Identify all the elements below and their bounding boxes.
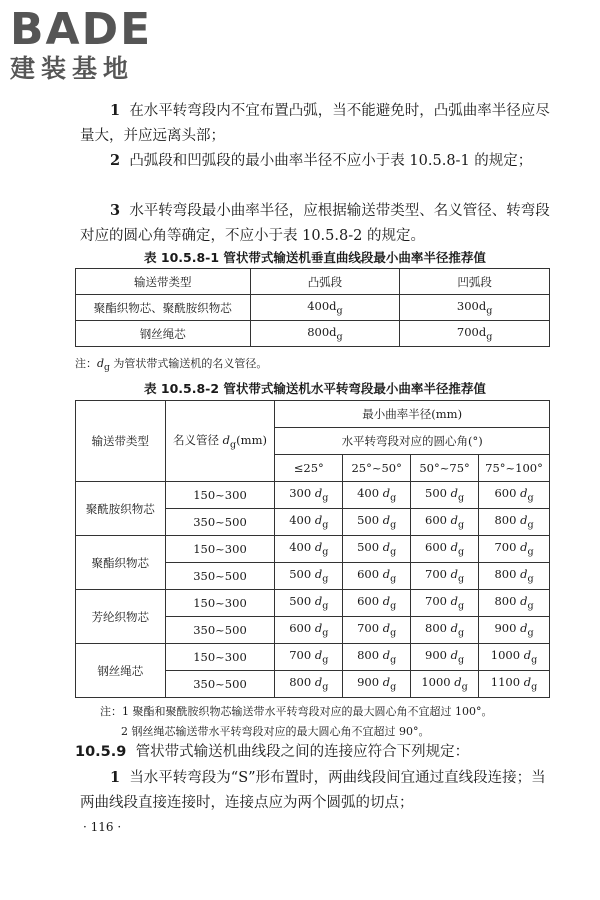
table-row [76,536,550,563]
radius-symbol: d [314,540,323,555]
item-number: 1 [110,102,121,119]
pipe-diameter-cell: 350~500 [165,563,275,590]
subscript: g [322,600,329,612]
paragraph-text: 凸弧段和凹弧段的最小曲率半径不应小于表 10.5.8-1 的规定； [129,153,533,169]
radius-symbol: d [450,594,458,609]
subscript: g [390,627,397,639]
header-cell: 50°~75° [411,455,479,482]
subscript: g [527,492,534,504]
radius-cell [411,536,479,563]
subscript: g [486,305,493,317]
pipe-diameter-cell: 350~500 [165,509,275,536]
subscript: g [390,654,397,666]
radius-symbol: d [382,567,391,582]
radius-symbol: d [314,513,323,528]
pipe-diameter-cell: 150~300 [165,590,275,617]
radius-cell [479,590,550,617]
table2-note-1: 注：1 聚酯和聚酰胺织物芯输送带水平转弯段对应的最大圆心角不宜超过 100°。 [100,705,493,718]
radius-cell [479,617,550,644]
radius-symbol: d [450,513,458,528]
subscript: g [457,546,465,558]
section-title: 管状带式输送机曲线段之间的连接应符合下列规定： [135,744,470,760]
section-number: 10.5.9 [75,744,127,760]
radius-value: 500 [357,513,380,528]
radius-value: 500 [425,486,447,501]
header-cell: 75°~100° [479,455,550,482]
subscript: g [527,519,534,531]
pipe-diameter-cell: 350~500 [165,671,275,698]
pipe-diameter-cell: 150~300 [165,536,275,563]
table-cell [400,295,550,321]
subscript: g [390,546,397,558]
radius-cell [343,644,411,671]
radius-value: 900 [357,675,380,690]
radius-symbol: d [520,621,528,636]
radius-value: 400 [289,540,312,555]
table-cell [250,295,400,321]
radius-cell [479,671,550,698]
radius-value: 400 [289,513,312,528]
note-text: 为管状带式输送机的名义管径。 [109,357,268,370]
subscript: g [390,519,397,531]
radius-cell [275,509,343,536]
note-symbol: d [97,357,105,370]
table-header-row [76,269,550,295]
table-row [76,321,550,347]
cell-value: 700d [456,324,487,339]
subscript: g [322,627,329,639]
radius-symbol: d [450,540,458,555]
header-cell: 凸弧段 [250,269,400,295]
subscript: g [322,654,329,666]
radius-cell [411,617,479,644]
page-number: · 116 · [83,820,122,834]
belt-type-cell: 聚酯织物芯 [76,536,166,590]
subscript: g [531,681,538,693]
radius-cell [343,617,411,644]
logo [10,4,180,84]
subscript: g [457,600,465,612]
table1-note [75,354,267,378]
radius-value: 600 [425,513,447,528]
table1-caption: 表 10.5.8-1 管状带式输送机垂直曲线段最小曲率半径推荐值 [144,250,486,265]
radius-symbol: d [520,486,528,501]
table2-note-2: 2 钢丝绳芯输送带水平转弯段对应的最大圆心角不宜超过 90°。 [121,725,430,738]
radius-symbol: d [454,675,462,690]
header-cell: 输送带类型 [76,269,251,295]
radius-value: 500 [289,594,312,609]
radius-symbol: d [450,648,458,663]
radius-cell [343,563,411,590]
header-cell: 凹弧段 [400,269,550,295]
belt-type-cell: 聚酰胺织物芯 [76,482,166,536]
subscript: g [336,331,343,343]
table-cell [400,321,550,347]
radius-cell [479,644,550,671]
subscript: g [457,519,465,531]
paragraph-3 [80,198,550,249]
pipe-diameter-cell: 150~300 [165,644,275,671]
radius-symbol: d [450,486,458,501]
radius-value: 300 [289,486,312,501]
radius-cell [343,509,411,536]
header-cell: 水平转弯段对应的圆心角(°) [275,428,550,455]
radius-symbol: d [314,621,323,636]
subscript: g [531,654,538,666]
radius-symbol: d [314,648,323,663]
radius-value: 800 [494,567,517,582]
paragraph-text: 在水平转弯段内不宜布置凸弧，当不能避免时，凸弧曲率半径应尽量大，并应远离头部； [80,103,550,144]
subscript: g [461,681,468,693]
header-cell: ≤25° [275,455,343,482]
radius-symbol: d [520,594,528,609]
radius-cell [479,482,550,509]
cell-value: 400d [307,298,337,313]
item-number: 1 [110,769,121,786]
subscript: g [527,627,534,639]
item-number: 3 [110,202,121,219]
radius-symbol: d [382,594,391,609]
section-paragraph-1 [80,765,550,816]
radius-cell [275,671,343,698]
radius-symbol: d [314,567,323,582]
logo-subtitle: 建装基地 [10,54,135,83]
radius-symbol: d [382,648,391,663]
radius-symbol: d [382,513,391,528]
radius-value: 500 [357,540,380,555]
header-cell: 25°~50° [343,455,411,482]
radius-cell [275,482,343,509]
radius-value: 600 [425,540,447,555]
radius-value: 800 [289,675,312,690]
radius-value: 600 [357,594,380,609]
header-text: 名义管径 [173,432,223,447]
table-row [76,644,550,671]
radius-cell [275,644,343,671]
radius-cell [343,482,411,509]
radius-value: 600 [357,567,380,582]
table-row [76,482,550,509]
radius-cell [479,563,550,590]
subscript: g [527,600,534,612]
radius-cell [411,671,479,698]
radius-value: 700 [425,567,447,582]
table2-caption: 表 10.5.8-2 管状带式输送机水平转弯段最小曲率半径推荐值 [144,381,486,396]
table-cell: 聚酯织物芯、聚酰胺织物芯 [76,295,251,321]
radius-value: 600 [494,486,517,501]
radius-symbol: d [450,621,458,636]
radius-value: 1100 [490,675,521,690]
header-symbol: d [222,432,231,447]
paragraph-2 [80,148,550,174]
paragraph-text: 水平转弯段最小曲率半径，应根据输送带类型、名义管径、转弯段对应的圆心角等确定，不应小于表 10.5.8-2 的规定。 [80,203,550,244]
radius-symbol: d [520,513,528,528]
radius-symbol: d [382,540,391,555]
radius-cell [411,644,479,671]
belt-type-cell: 钢丝绳芯 [76,644,166,698]
subscript: g [390,573,397,585]
logo-brand: BADE [10,4,153,55]
radius-symbol: d [314,594,323,609]
radius-cell [411,509,479,536]
radius-cell [275,563,343,590]
radius-cell [275,617,343,644]
radius-cell [411,590,479,617]
radius-cell [343,536,411,563]
header-cell: 输送带类型 [76,401,166,482]
item-number: 2 [110,152,121,169]
subscript: g [486,331,493,343]
section-heading [75,740,469,765]
radius-symbol: d [382,486,391,501]
radius-value: 800 [357,648,380,663]
table-cell: 钢丝绳芯 [76,321,251,347]
radius-value: 600 [289,621,312,636]
radius-cell [343,590,411,617]
radius-symbol: d [520,540,528,555]
table-horizontal-curve-radius [75,400,550,698]
subscript: g [390,681,397,693]
radius-value: 800 [494,594,517,609]
header-cell [165,401,275,482]
radius-value: 900 [425,648,447,663]
subscript: g [457,627,465,639]
subscript: g [104,362,110,374]
radius-symbol: d [314,486,323,501]
radius-cell [275,536,343,563]
radius-symbol: d [523,675,532,690]
paragraph-text: 当水平转弯段为“S”形布置时，两曲线段间宜通过直线段连接；当两曲线段直接连接时，连接点应为两个圆弧的切点； [80,770,546,811]
subscript: g [390,600,397,612]
radius-cell [275,590,343,617]
table-header-row [76,401,550,428]
belt-type-cell: 芳纶织物芯 [76,590,166,644]
radius-value: 700 [357,621,380,636]
cell-value: 300d [456,298,487,313]
radius-symbol: d [382,675,391,690]
pipe-diameter-cell: 150~300 [165,482,275,509]
radius-symbol: d [520,567,528,582]
radius-value: 700 [425,594,447,609]
table-row [76,295,550,321]
table-vertical-curve-radius [75,268,550,347]
subscript: g [230,439,237,451]
radius-cell [411,563,479,590]
radius-symbol: d [450,567,458,582]
radius-symbol: d [523,648,532,663]
radius-value: 1000 [421,675,451,690]
radius-value: 900 [494,621,517,636]
cell-value: 800d [307,324,337,339]
subscript: g [322,546,329,558]
radius-value: 700 [494,540,517,555]
table-row [76,590,550,617]
radius-cell [479,536,550,563]
table-cell [250,321,400,347]
paragraph-1 [80,98,550,149]
radius-value: 500 [289,567,312,582]
radius-cell [411,482,479,509]
subscript: g [322,492,329,504]
subscript: g [527,546,534,558]
radius-cell [479,509,550,536]
subscript: g [457,654,465,666]
subscript: g [390,492,397,504]
note-prefix: 注： [75,357,97,370]
radius-cell [343,671,411,698]
radius-value: 800 [494,513,517,528]
table-body [76,482,550,698]
radius-value: 1000 [490,648,521,663]
subscript: g [322,681,329,693]
subscript: g [336,305,343,317]
radius-symbol: d [314,675,323,690]
header-unit: (mm) [236,432,267,447]
subscript: g [457,492,465,504]
pipe-diameter-cell: 350~500 [165,617,275,644]
radius-value: 400 [357,486,380,501]
subscript: g [322,519,329,531]
subscript: g [322,573,329,585]
subscript: g [527,573,534,585]
header-cell: 最小曲率半径(mm) [275,401,550,428]
radius-value: 800 [425,621,447,636]
radius-value: 700 [289,648,312,663]
radius-symbol: d [382,621,391,636]
subscript: g [457,573,465,585]
